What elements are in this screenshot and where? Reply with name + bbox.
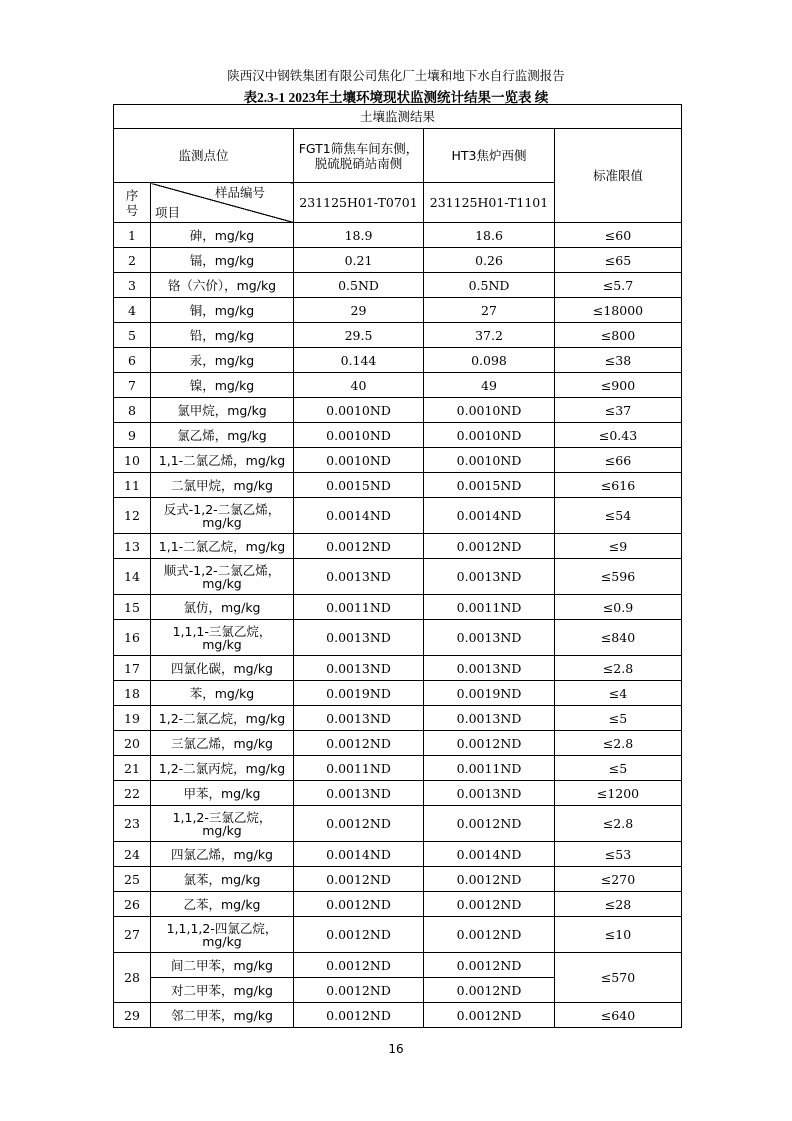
row-number: 9 (114, 423, 151, 448)
row-value-v1: 0.0012ND (294, 978, 424, 1003)
row-item: 氯甲烷，mg/kg (151, 398, 294, 423)
row-value-v2: 0.0012ND (424, 978, 555, 1003)
row-value-v1: 0.0010ND (294, 398, 424, 423)
table-row (114, 373, 682, 398)
row-standard: ≤596 (555, 559, 682, 595)
row-number: 15 (114, 595, 151, 620)
row-value-v2: 0.0013ND (424, 559, 555, 595)
seq-label (114, 183, 151, 223)
table-row (114, 892, 682, 917)
row-item: 1,2-二氯丙烷，mg/kg (151, 756, 294, 781)
row-value-v1: 29.5 (294, 323, 424, 348)
table-row (114, 656, 682, 681)
row-value-v2: 0.26 (424, 248, 555, 273)
row-item: 1,1-二氯乙烷，mg/kg (151, 534, 294, 559)
row-value-v1: 0.0019ND (294, 681, 424, 706)
row-value-v2: 0.0015ND (424, 473, 555, 498)
row-standard: ≤640 (555, 1003, 682, 1028)
row-number: 7 (114, 373, 151, 398)
row-standard: ≤54 (555, 498, 682, 534)
row-value-v2: 0.0014ND (424, 842, 555, 867)
row-item: 顺式-1,2-二氯乙烯，mg/kg (151, 559, 294, 595)
sample1-id: 231125H01-T0701 (294, 183, 424, 223)
section-title: 土壤监测结果 (114, 105, 682, 129)
row-value-v2: 0.0013ND (424, 656, 555, 681)
row-item: 邻二甲苯，mg/kg (151, 1003, 294, 1028)
row-value-v2: 0.0012ND (424, 806, 555, 842)
row-item: 乙苯，mg/kg (151, 892, 294, 917)
row-standard: ≤53 (555, 842, 682, 867)
standard-label: 标准限值 (555, 129, 682, 223)
row-value-v1: 0.0012ND (294, 731, 424, 756)
row-number: 19 (114, 706, 151, 731)
row-item: 1,2-二氯乙烷，mg/kg (151, 706, 294, 731)
row-value-v1: 0.0013ND (294, 706, 424, 731)
table-row (114, 298, 682, 323)
table-row (114, 706, 682, 731)
row-standard: ≤5.7 (555, 273, 682, 298)
row-item: 汞，mg/kg (151, 348, 294, 373)
row-value-v1: 0.0014ND (294, 498, 424, 534)
row-number: 10 (114, 448, 151, 473)
row-value-v2: 49 (424, 373, 555, 398)
row-standard: ≤5 (555, 756, 682, 781)
table-row (114, 917, 682, 953)
table-row (114, 473, 682, 498)
row-standard: ≤840 (555, 620, 682, 656)
row-standard: ≤570 (555, 953, 682, 1003)
row-number: 22 (114, 781, 151, 806)
row-value-v2: 0.5ND (424, 273, 555, 298)
row-number: 20 (114, 731, 151, 756)
row-item: 铜，mg/kg (151, 298, 294, 323)
row-value-v2: 0.0012ND (424, 953, 555, 978)
row-value-v2: 0.0019ND (424, 681, 555, 706)
row-value-v1: 0.0013ND (294, 781, 424, 806)
table-row (114, 681, 682, 706)
row-number: 24 (114, 842, 151, 867)
row-value-v1: 0.0014ND (294, 842, 424, 867)
row-item: 砷，mg/kg (151, 223, 294, 248)
row-standard: ≤66 (555, 448, 682, 473)
row-number: 5 (114, 323, 151, 348)
row-number: 16 (114, 620, 151, 656)
row-standard: ≤5 (555, 706, 682, 731)
row-value-v2: 0.098 (424, 348, 555, 373)
row-value-v2: 0.0010ND (424, 448, 555, 473)
table-row (114, 398, 682, 423)
row-standard: ≤2.8 (555, 806, 682, 842)
row-standard: ≤28 (555, 892, 682, 917)
row-value-v1: 0.21 (294, 248, 424, 273)
table-row (114, 731, 682, 756)
row-standard: ≤1200 (555, 781, 682, 806)
row-value-v1: 0.0010ND (294, 423, 424, 448)
table-row (114, 423, 682, 448)
table-row (114, 756, 682, 781)
table-row (114, 595, 682, 620)
table-row (114, 781, 682, 806)
row-value-v1: 0.0013ND (294, 656, 424, 681)
row-value-v2: 0.0012ND (424, 867, 555, 892)
row-value-v1: 0.0011ND (294, 756, 424, 781)
row-number: 18 (114, 681, 151, 706)
row-number: 28 (114, 953, 151, 1003)
row-standard: ≤616 (555, 473, 682, 498)
row-number: 12 (114, 498, 151, 534)
row-value-v2: 0.0012ND (424, 731, 555, 756)
table-row (114, 806, 682, 842)
table-row (114, 348, 682, 373)
row-value-v1: 0.0010ND (294, 448, 424, 473)
row-value-v1: 0.0015ND (294, 473, 424, 498)
sample-label: 样品编号 (214, 185, 265, 200)
row-value-v2: 0.0012ND (424, 892, 555, 917)
row-item: 间二甲苯，mg/kg (151, 953, 294, 978)
row-value-v1: 0.5ND (294, 273, 424, 298)
row-value-v1: 0.0012ND (294, 1003, 424, 1028)
row-item: 四氯乙烯，mg/kg (151, 842, 294, 867)
table-row (114, 248, 682, 273)
row-value-v1: 0.0012ND (294, 534, 424, 559)
point2-header: HT3焦炉西侧 (424, 129, 555, 183)
page-number: 16 (388, 1042, 404, 1056)
row-item: 铅，mg/kg (151, 323, 294, 348)
point1-header: FGT1筛焦车间东侧，脱硫脱硝站南侧 (294, 129, 424, 183)
row-number: 3 (114, 273, 151, 298)
table-row (114, 498, 682, 534)
row-number: 29 (114, 1003, 151, 1028)
row-standard: ≤65 (555, 248, 682, 273)
diagonal-header (151, 183, 294, 223)
row-number: 23 (114, 806, 151, 842)
row-value-v2: 0.0011ND (424, 595, 555, 620)
row-number: 26 (114, 892, 151, 917)
soil-monitoring-table (113, 104, 682, 1028)
table-row (114, 620, 682, 656)
row-item: 1,1,2-三氯乙烷，mg/kg (151, 806, 294, 842)
row-standard: ≤10 (555, 917, 682, 953)
table-row (114, 534, 682, 559)
row-item: 对二甲苯，mg/kg (151, 978, 294, 1003)
row-item: 氯苯，mg/kg (151, 867, 294, 892)
row-value-v1: 0.0013ND (294, 559, 424, 595)
row-standard: ≤0.43 (555, 423, 682, 448)
row-value-v2: 0.0013ND (424, 781, 555, 806)
row-standard: ≤800 (555, 323, 682, 348)
row-number: 27 (114, 917, 151, 953)
table-row (114, 842, 682, 867)
table-row (114, 223, 682, 248)
row-standard: ≤9 (555, 534, 682, 559)
row-value-v2: 18.6 (424, 223, 555, 248)
row-number: 21 (114, 756, 151, 781)
row-item: 1,1,1-三氯乙烷，mg/kg (151, 620, 294, 656)
row-number: 11 (114, 473, 151, 498)
row-value-v1: 0.0011ND (294, 595, 424, 620)
row-value-v1: 0.0012ND (294, 917, 424, 953)
row-value-v1: 0.0012ND (294, 867, 424, 892)
row-value-v2: 0.0012ND (424, 917, 555, 953)
row-value-v1: 18.9 (294, 223, 424, 248)
row-item: 四氯化碳，mg/kg (151, 656, 294, 681)
row-number: 8 (114, 398, 151, 423)
row-number: 14 (114, 559, 151, 595)
row-value-v1: 40 (294, 373, 424, 398)
row-value-v1: 0.0012ND (294, 953, 424, 978)
point-label: 监测点位 (114, 129, 294, 183)
row-number: 25 (114, 867, 151, 892)
table-row (114, 273, 682, 298)
row-standard: ≤18000 (555, 298, 682, 323)
table-row (114, 953, 682, 978)
table-row (114, 448, 682, 473)
row-number: 17 (114, 656, 151, 681)
row-standard: ≤2.8 (555, 656, 682, 681)
row-number: 6 (114, 348, 151, 373)
row-value-v1: 0.0013ND (294, 620, 424, 656)
row-item: 镍，mg/kg (151, 373, 294, 398)
row-value-v1: 0.0012ND (294, 892, 424, 917)
row-item: 铬（六价），mg/kg (151, 273, 294, 298)
row-standard: ≤2.8 (555, 731, 682, 756)
table-row (114, 323, 682, 348)
row-value-v1: 0.0012ND (294, 806, 424, 842)
row-value-v2: 0.0011ND (424, 756, 555, 781)
seq-label-text: 序号 (125, 187, 139, 218)
row-value-v2: 0.0012ND (424, 534, 555, 559)
table-row (114, 867, 682, 892)
row-item: 氯乙烯，mg/kg (151, 423, 294, 448)
report-header: 陕西汉中钢铁集团有限公司焦化厂土壤和地下水自行监测报告 (227, 68, 565, 83)
row-number: 1 (114, 223, 151, 248)
row-standard: ≤900 (555, 373, 682, 398)
row-value-v1: 29 (294, 298, 424, 323)
sample2-id: 231125H01-T1101 (424, 183, 555, 223)
row-standard: ≤38 (555, 348, 682, 373)
row-item: 甲苯，mg/kg (151, 781, 294, 806)
row-value-v2: 27 (424, 298, 555, 323)
row-item: 苯，mg/kg (151, 681, 294, 706)
row-item: 三氯乙烯，mg/kg (151, 731, 294, 756)
item-label: 项目 (155, 205, 181, 220)
row-value-v2: 0.0014ND (424, 498, 555, 534)
row-value-v2: 37.2 (424, 323, 555, 348)
row-standard: ≤270 (555, 867, 682, 892)
table-row (114, 1003, 682, 1028)
row-item: 反式-1,2-二氯乙烯，mg/kg (151, 498, 294, 534)
row-value-v1: 0.144 (294, 348, 424, 373)
row-value-v2: 0.0013ND (424, 620, 555, 656)
row-item: 氯仿，mg/kg (151, 595, 294, 620)
row-item: 二氯甲烷，mg/kg (151, 473, 294, 498)
row-number: 4 (114, 298, 151, 323)
row-number: 2 (114, 248, 151, 273)
table-caption: 表2.3-1 2023年土壤环境现状监测统计结果一览表 续 (243, 90, 549, 105)
row-item: 镉，mg/kg (151, 248, 294, 273)
row-item: 1,1-二氯乙烯，mg/kg (151, 448, 294, 473)
row-value-v2: 0.0013ND (424, 706, 555, 731)
row-standard: ≤37 (555, 398, 682, 423)
row-number: 13 (114, 534, 151, 559)
row-item: 1,1,1,2-四氯乙烷，mg/kg (151, 917, 294, 953)
row-standard: ≤60 (555, 223, 682, 248)
row-standard: ≤4 (555, 681, 682, 706)
table-row (114, 559, 682, 595)
row-standard: ≤0.9 (555, 595, 682, 620)
row-value-v2: 0.0010ND (424, 398, 555, 423)
row-value-v2: 0.0010ND (424, 423, 555, 448)
row-value-v2: 0.0012ND (424, 1003, 555, 1028)
